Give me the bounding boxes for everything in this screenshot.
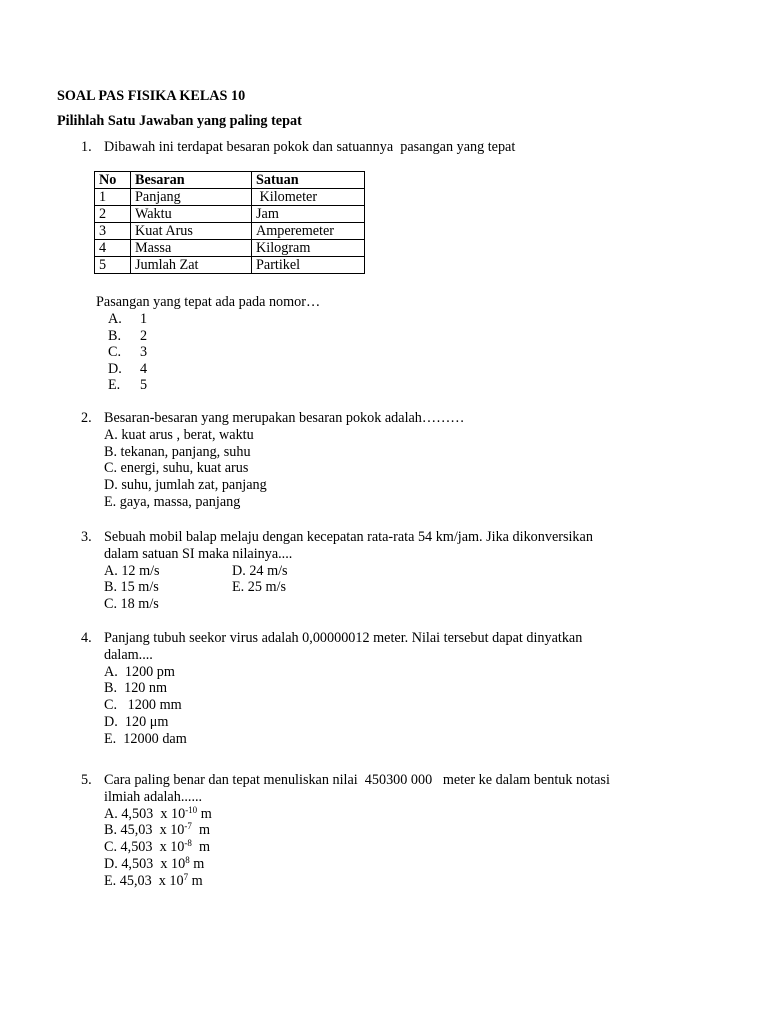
question-number: 1. xyxy=(81,139,92,155)
table-header: No xyxy=(95,172,131,189)
question-text: dalam.... xyxy=(104,646,153,663)
table-row xyxy=(95,257,365,274)
table-row xyxy=(95,206,365,223)
table-row xyxy=(95,223,365,240)
table-cell: 1 xyxy=(95,189,131,206)
answer-option: D. 120 μm xyxy=(104,713,169,730)
table-cell: Amperemeter xyxy=(252,223,365,240)
answer-option: D. 4,503 x $10^8$ m xyxy=(104,854,205,872)
table-cell: Jumlah Zat xyxy=(131,257,252,274)
table-cell: 5 xyxy=(95,257,131,274)
answer-option: D. suhu, jumlah zat, panjang xyxy=(104,477,267,494)
answer-option: C. 4,503 x $10^{-8}$ m xyxy=(104,838,211,856)
answer-option-row xyxy=(104,563,684,580)
table-cell: Waktu xyxy=(131,206,252,223)
answer-option: C. 3 xyxy=(108,344,148,361)
table-cell: 3 xyxy=(95,223,131,240)
table-row xyxy=(95,189,365,206)
table-header-row xyxy=(95,172,365,189)
table-cell: Kilogram xyxy=(252,240,365,257)
table-header: Besaran xyxy=(131,172,252,189)
answer-option: A. 1200 pm xyxy=(104,663,175,680)
document-title: SOAL PAS FISIKA KELAS 10 xyxy=(57,88,246,104)
question-number: 5. xyxy=(81,772,92,788)
question-number: 2. xyxy=(81,410,92,426)
table-cell: Kuat Arus xyxy=(131,223,252,240)
instruction: Pilihlah Satu Jawaban yang paling tepat xyxy=(57,113,302,129)
answer-option: C. energi, suhu, kuat arus xyxy=(104,460,249,477)
answer-option: D. 4 xyxy=(108,360,148,377)
question-text: Sebuah mobil balap melaju dengan kecepatan rata-rata 54 km/jam. Jika dikonversikan xyxy=(104,529,593,545)
question-prompt: Pasangan yang tepat ada pada nomor… xyxy=(96,294,321,310)
answer-option: E. 45,03 x $10^7$ m xyxy=(104,871,203,889)
question-text: Cara paling benar dan tepat menuliskan nilai 450300 000 meter ke dalam bentuk notasi xyxy=(104,772,610,788)
answer-option: E. 5 xyxy=(108,377,148,394)
answer-option: A. 4,503 x $10^{-10}$ m xyxy=(104,804,212,822)
answer-option: C. 18 m/s xyxy=(104,596,159,613)
answer-options xyxy=(108,311,147,394)
table-cell: 2 xyxy=(95,206,131,223)
besaran-table xyxy=(94,171,365,274)
table-cell: Jam xyxy=(252,206,365,223)
table-row xyxy=(95,240,365,257)
answer-option: A. 1 xyxy=(108,311,148,327)
answer-option: E. gaya, massa, panjang xyxy=(104,493,241,510)
answer-option-row xyxy=(104,579,684,596)
table-cell: Panjang xyxy=(131,189,252,206)
answer-option: E. 25 m/s xyxy=(232,579,286,596)
answer-option: D. 24 m/s xyxy=(232,562,288,579)
answer-option: B. 2 xyxy=(108,327,148,344)
answer-option: B. 45,03 x $10^{-7}$ m xyxy=(104,821,211,839)
answer-option: A. 12 m/s xyxy=(104,562,160,579)
question-text: Panjang tubuh seekor virus adalah 0,00000012 meter. Nilai tersebut dapat dinyatkan xyxy=(104,630,583,646)
answer-option: B. 15 m/s xyxy=(104,579,159,596)
table-cell: Massa xyxy=(131,240,252,257)
question-text: ilmiah adalah...... xyxy=(104,788,203,805)
table-header: Satuan xyxy=(252,172,365,189)
answer-option: B. 120 nm xyxy=(104,680,168,697)
answer-option: C. 1200 mm xyxy=(104,697,182,714)
question-number: 4. xyxy=(81,630,92,646)
table-cell: Partikel xyxy=(252,257,365,274)
question-number: 3. xyxy=(81,529,92,545)
answer-option: B. tekanan, panjang, suhu xyxy=(104,443,251,460)
table-cell: 4 xyxy=(95,240,131,257)
table-cell: Kilometer xyxy=(252,189,365,206)
answer-option: A. kuat arus , berat, waktu xyxy=(104,426,254,443)
question-text: Dibawah ini terdapat besaran pokok dan satuannya pasangan yang tepat xyxy=(104,139,516,155)
question-text: Besaran-besaran yang merupakan besaran pokok adalah……… xyxy=(104,410,465,426)
answer-option: E. 12000 dam xyxy=(104,730,187,747)
question-text: dalam satuan SI maka nilainya.... xyxy=(104,545,293,562)
